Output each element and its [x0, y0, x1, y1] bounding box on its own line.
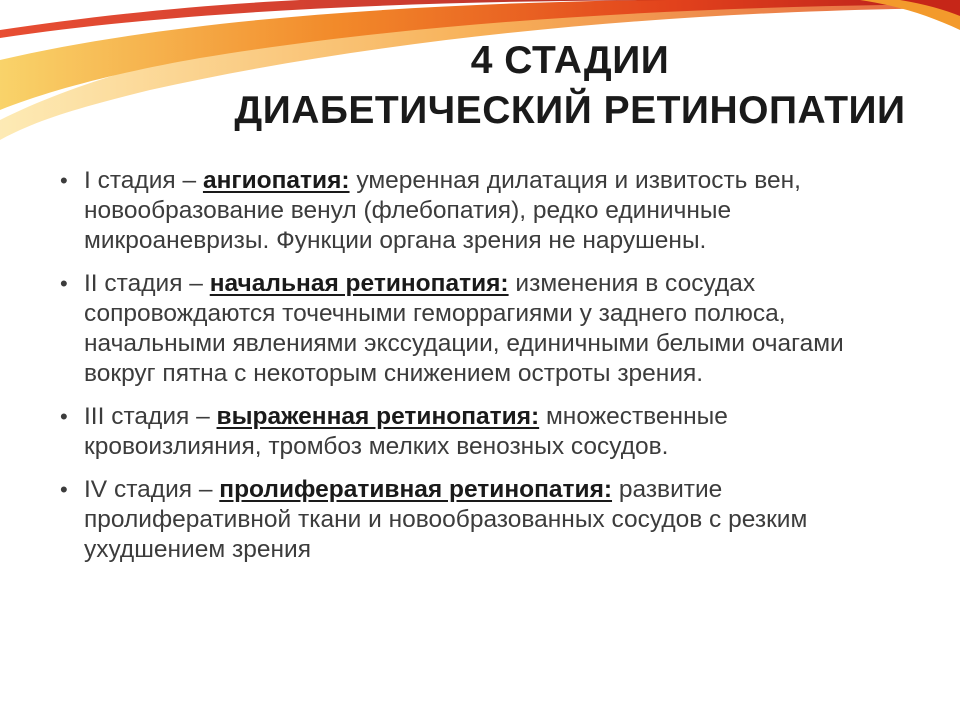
stage-description: изменения в сосудах сопровождаются точечными геморрагиями у заднего полюса, начальными явлениями экссудации, единичными белыми очагами вокруг пятна с некоторым снижением остроты зрения. [84, 270, 844, 387]
stage-term: ангиопатия: [202, 167, 350, 194]
bullet-icon: • [60, 168, 68, 193]
stage-term: пролиферативная ретинопатия: [219, 476, 613, 503]
stage-item-2 [58, 269, 908, 389]
stage-term: выраженная ретинопатия: [216, 403, 540, 430]
stage-description: умеренная дилатация и извитость вен, новообразование венул (флебопатия), редко единичные микроаневризы. Функции органа зрения не нарушены. [84, 167, 801, 254]
bullet-icon: • [60, 477, 68, 502]
title-line-1: 4 СТАДИИ [470, 39, 670, 82]
stage-term: начальная ретинопатия: [209, 270, 509, 297]
stage-item-4 [58, 475, 908, 565]
stage-description: развитие пролиферативной ткани и новообразованных сосудов с резким ухудшением зрения [84, 476, 808, 563]
stage-description: множественные кровоизлияния, тромбоз мелких венозных сосудов. [84, 403, 728, 460]
stage-item-1 [58, 166, 908, 256]
title-line-2: ДИАБЕТИЧЕСКИЙ РЕТИНОПАТИИ [234, 89, 906, 132]
stage-item-3 [58, 402, 908, 462]
stage-label: III стадия – [84, 403, 217, 430]
slide-title [200, 36, 940, 136]
stage-label: II стадия – [84, 270, 210, 297]
stage-label: IV стадия – [84, 476, 220, 503]
bullet-icon: • [60, 404, 68, 429]
content-area [58, 166, 908, 578]
stage-label: I стадия – [84, 167, 203, 194]
bullet-icon: • [60, 271, 68, 296]
stage-list [58, 166, 908, 565]
